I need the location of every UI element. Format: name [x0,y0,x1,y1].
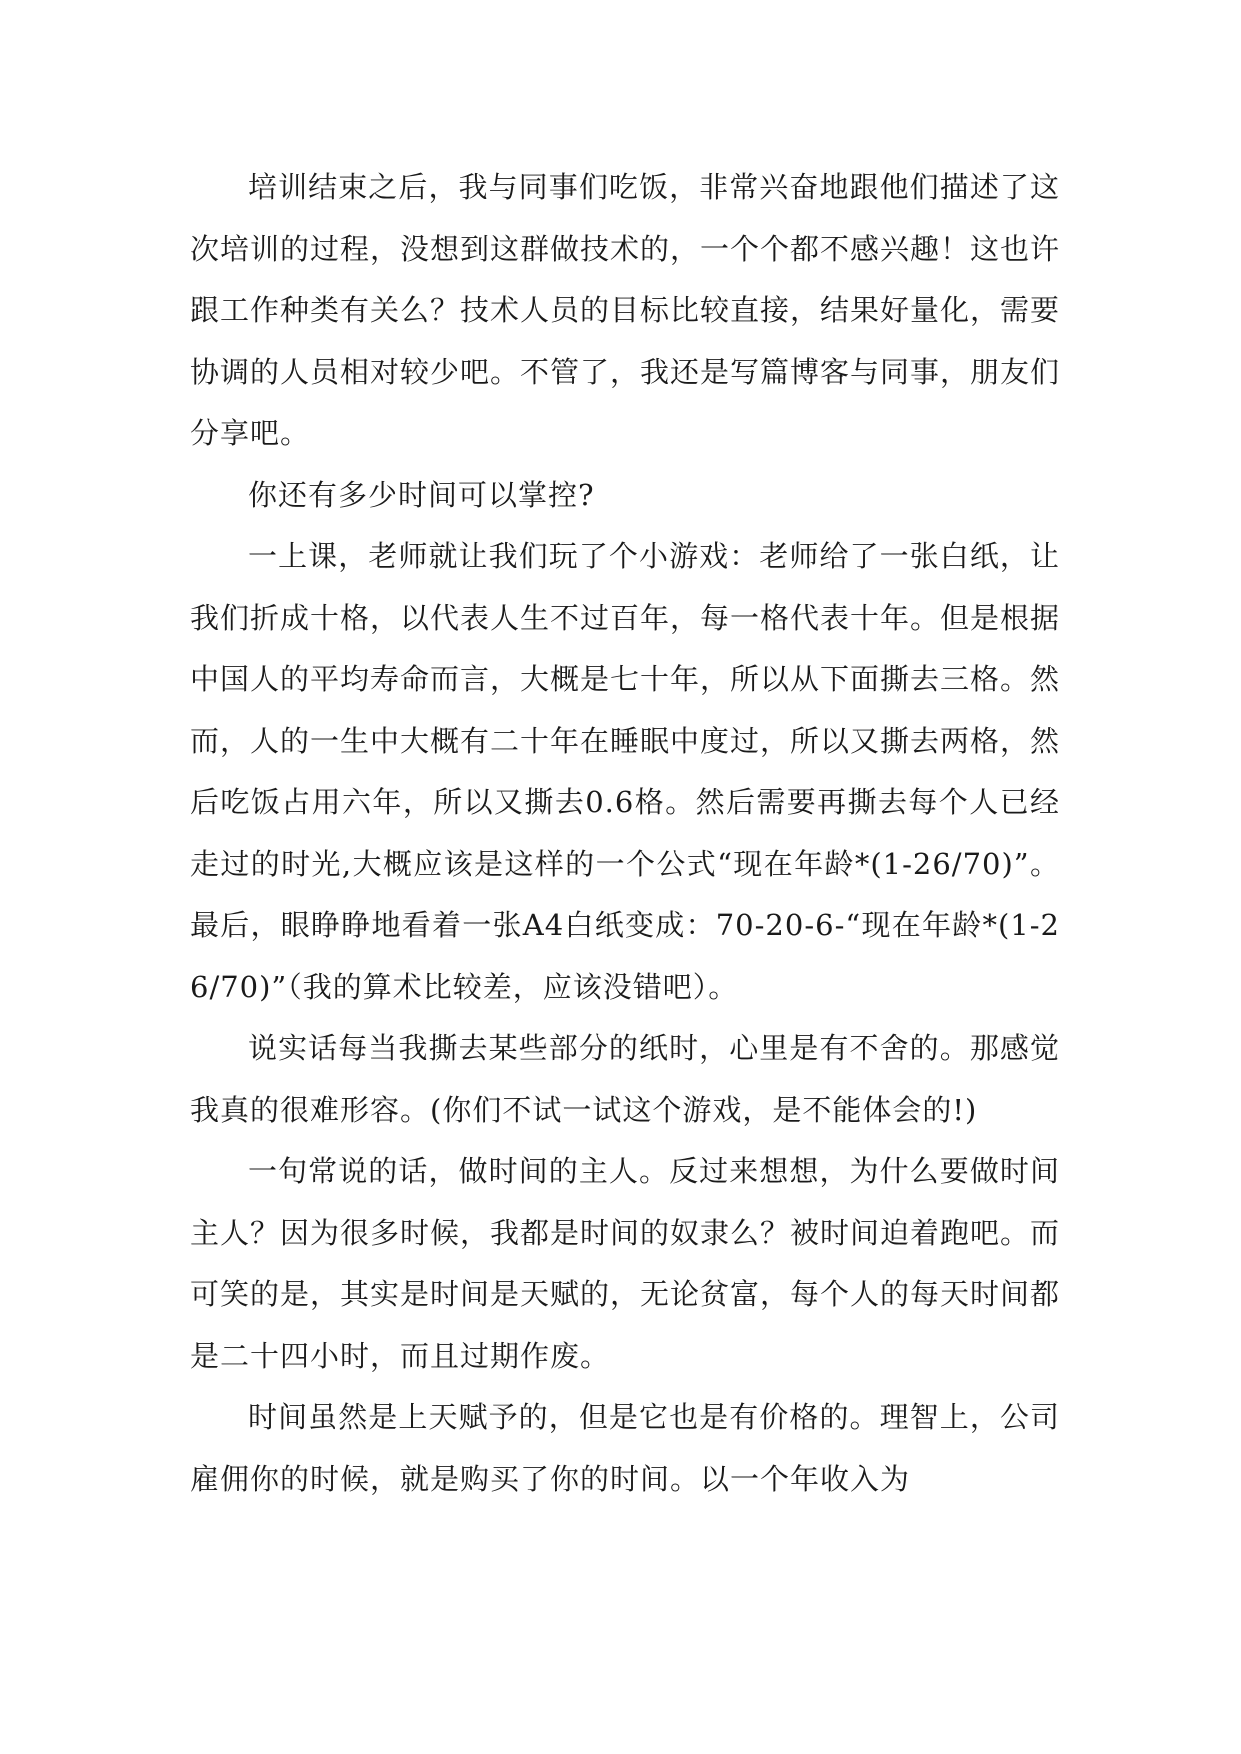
paragraph-paper-game: 一上课，老师就让我们玩了个小游戏：老师给了一张白纸，让我们折成十格，以代表人生不过百年，每一格代表十年。但是根据中国人的平均寿命而言，大概是七十年，所以从下面撕去三格。然而，人的一生中大概有二十年在睡眠中度过，所以又撕去两格，然后吃饭占用六年，所以又撕去0.6格。然后需要再撕去每个人已经走过的时光,大概应该是这样的一个公式“现在年龄*(1-26/70)”。最后，眼睁睁地看着一张A4白纸变成：70-20-6-“现在年龄*(1-26/70)”（我的算术比较差，应该没错吧）。 [190,539,1061,1004]
document-body [190,157,1060,1510]
paragraph-training-dinner: 培训结束之后，我与同事们吃饭，非常兴奋地跟他们描述了这次培训的过程，没想到这群做技术的，一个个都不感兴趣！这也许跟工作种类有关么？技术人员的目标比较直接，结果好量化，需要协调的人员相对较少吧。不管了，我还是写篇博客与同事，朋友们分享吧。 [190,170,1061,450]
paragraph-time-price: 时间虽然是上天赋予的，但是它也是有价格的。理智上，公司雇佣你的时候，就是购买了你的时间。以一个年收入为 [190,1400,1060,1496]
paragraph-master-of-time: 一句常说的话，做时间的主人。反过来想想，为什么要做时间主人？因为很多时候，我都是时间的奴隶么？被时间迫着跑吧。而可笑的是，其实是时间是天赋的，无论贫富，每个人的每天时间都是二十四小时，而且过期作废。 [190,1154,1061,1373]
paragraph-feelings: 说实话每当我撕去某些部分的纸时，心里是有不舍的。那感觉我真的很难形容。(你们不试一试这个游戏，是不能体会的!) [190,1031,1060,1127]
paragraph-section-heading: 你还有多少时间可以掌控? [248,477,595,512]
